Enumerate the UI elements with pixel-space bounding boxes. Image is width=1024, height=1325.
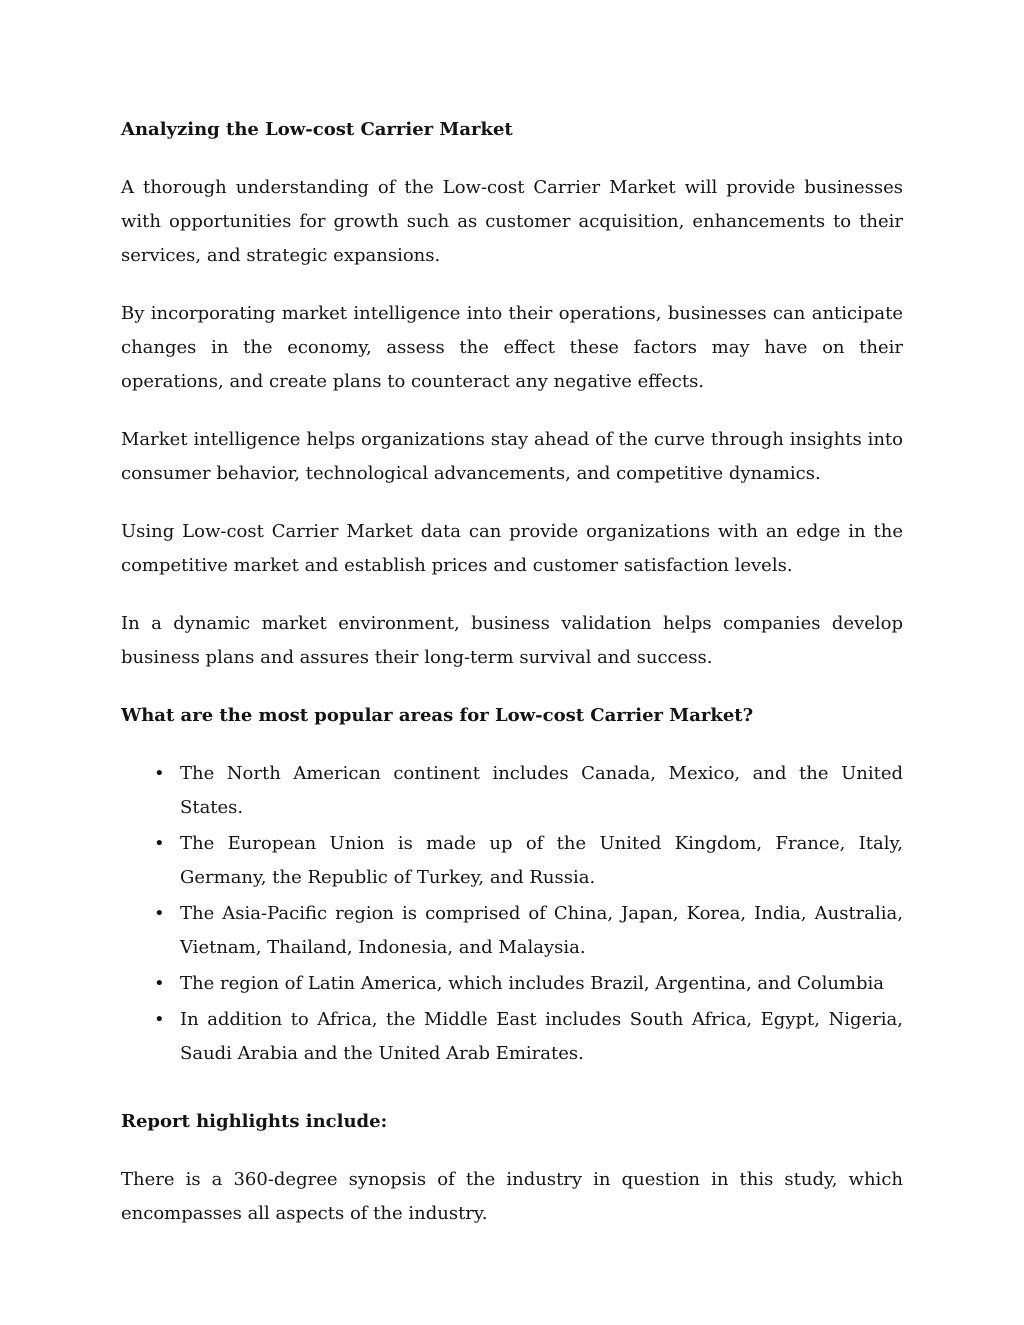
bullet-icon: •: [154, 763, 165, 784]
list-item-text: The region of Latin America, which includes Brazil, Argentina, and Columbia: [180, 973, 885, 994]
paragraph-understanding: A thorough understanding of the Low-cost Carrier Market will provide businesses with opportunities for growth such as customer acquisition, enhancements to their services, and strategic expansions.: [121, 177, 903, 266]
list-item: [121, 897, 903, 965]
regions-list: [121, 757, 903, 1071]
paragraph-business-validation: In a dynamic market environment, business validation helps companies develop business plans and assures their long-term survival and success.: [121, 613, 903, 668]
paragraph-market-intelligence: By incorporating market intelligence into their operations, businesses can anticipate changes in the economy, assess the effect these factors may have on their operations, and create plans to counteract any negative effects.: [121, 303, 903, 392]
list-item: [121, 827, 903, 895]
list-item: [121, 1003, 903, 1071]
list-item-text: The Asia-Pacific region is comprised of China, Japan, Korea, India, Australia, Vietnam, Thailand, Indonesia, and Malaysia.: [180, 903, 903, 958]
document-page: [121, 113, 903, 1255]
list-item-text: In addition to Africa, the Middle East includes South Africa, Egypt, Nigeria, Saudi Arabia and the United Arab Emirates.: [180, 1009, 903, 1064]
list-item: [121, 757, 903, 825]
bullet-icon: •: [154, 973, 165, 994]
list-item-text: The North American continent includes Canada, Mexico, and the United States.: [180, 763, 903, 818]
list-item: [121, 967, 903, 1001]
paragraph-stay-ahead: Market intelligence helps organizations stay ahead of the curve through insights into consumer behavior, technological advancements, and competitive dynamics.: [121, 429, 903, 484]
paragraph-market-data: Using Low-cost Carrier Market data can provide organizations with an edge in the competitive market and establish prices and customer satisfaction levels.: [121, 521, 903, 576]
section-heading-popular-areas: What are the most popular areas for Low-cost Carrier Market?: [121, 705, 754, 726]
paragraph-synopsis: There is a 360-degree synopsis of the industry in question in this study, which encompasses all aspects of the industry.: [121, 1169, 903, 1224]
section-heading-analyzing: Analyzing the Low-cost Carrier Market: [121, 119, 513, 140]
list-item-text: The European Union is made up of the United Kingdom, France, Italy, Germany, the Republic of Turkey, and Russia.: [180, 833, 903, 888]
bullet-icon: •: [154, 833, 165, 854]
section-heading-report-highlights: Report highlights include:: [121, 1111, 388, 1132]
bullet-icon: •: [154, 903, 165, 924]
bullet-icon: •: [154, 1009, 165, 1030]
